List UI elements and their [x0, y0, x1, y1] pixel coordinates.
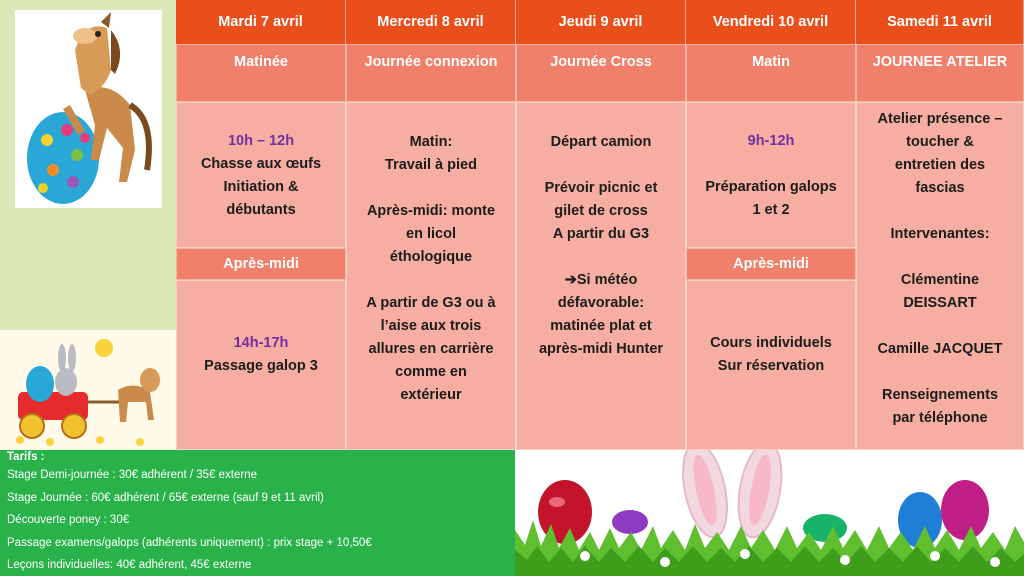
samedi-line-8: Clémentine — [900, 272, 980, 288]
samedi-line-9: DEISSART — [903, 295, 977, 311]
sub-header-jeudi: Journée Cross — [516, 44, 686, 102]
vendredi-line-1: Préparation galops — [705, 179, 837, 195]
horse-egg-illustration — [15, 10, 162, 208]
mardi-morning-cell — [176, 102, 346, 248]
sub-header-vendredi: Matin — [686, 44, 856, 102]
samedi-line-6: Intervenantes: — [890, 226, 990, 242]
tarifs-panel — [0, 450, 515, 576]
mercredi-line-9: l’aise aux trois — [380, 318, 482, 334]
day-header-vendredi: Vendredi 10 avril — [686, 0, 856, 44]
vendredi-line-2: 1 et 2 — [752, 202, 790, 218]
easter-eggs-grass-illustration — [515, 450, 1024, 576]
tarif-item: Découverte poney : 30€ — [7, 514, 130, 526]
sub-header-mercredi: Journée connexion — [346, 44, 516, 102]
mercredi-cell — [346, 102, 516, 450]
vendredi-morning-cell — [686, 102, 856, 248]
mardi-morning-time: 10h – 12h — [227, 133, 295, 149]
samedi-line-4: fascias — [915, 180, 965, 196]
jeudi-weather-text: Si météo — [576, 272, 638, 288]
samedi-line-13: Renseignements — [881, 387, 999, 403]
day-header-samedi: Samedi 11 avril — [856, 0, 1024, 44]
vendredi-afternoon-cell — [686, 280, 856, 450]
samedi-line-14: par téléphone — [892, 410, 988, 426]
bunny-cart-icon — [0, 330, 176, 450]
samedi-line-2: toucher & — [906, 134, 974, 150]
sub-header-mardi: Matinée — [176, 44, 346, 102]
mercredi-line-5: en licol — [406, 226, 456, 242]
mercredi-line-6: éthologique — [389, 249, 473, 265]
sub-header-samedi: JOURNEE ATELIER — [856, 44, 1024, 102]
jeudi-line-9: matinée plat et — [550, 318, 652, 334]
left-decor-panel — [0, 0, 176, 450]
tarif-item: Stage Demi-journée : 30€ adhérent / 35€ externe — [7, 469, 257, 481]
mardi-afternoon-band: Après-midi — [176, 248, 346, 280]
tarif-item: Leçons individuelles: 40€ adhérent, 45€ externe — [7, 559, 252, 571]
mercredi-line-2: Travail à pied — [385, 157, 477, 173]
samedi-line-3: entretien des — [894, 157, 986, 173]
tarif-item: Passage examens/galops (adhérents uniquement) : prix stage + 10,50€ — [7, 536, 372, 549]
mercredi-line-10: allures en carrière — [368, 341, 494, 357]
vendredi-morning-time: 9h-12h — [747, 133, 795, 149]
arrow-right-icon: ➔ — [564, 272, 577, 288]
vendredi-afternoon-line-1: Cours individuels — [710, 335, 832, 351]
horse-icon — [15, 10, 162, 208]
jeudi-line-5: A partir du G3 — [552, 226, 650, 242]
jeudi-line-10: après-midi Hunter — [538, 341, 664, 357]
mardi-line-2: Initiation & — [223, 179, 299, 195]
jeudi-line-3: Prévoir picnic et — [544, 180, 658, 196]
tarif-item: Stage Journée : 60€ adhérent / 65€ externe (sauf 9 et 11 avril) — [7, 491, 324, 504]
vendredi-afternoon-band: Après-midi — [686, 248, 856, 280]
vendredi-afternoon-line-2: Sur réservation — [717, 358, 825, 374]
mercredi-line-8: A partir de G3 ou à — [366, 295, 496, 311]
samedi-cell — [856, 102, 1024, 450]
samedi-line-11: Camille JACQUET — [877, 341, 1003, 357]
easter-eggs-icon — [515, 450, 1024, 576]
schedule-table — [176, 0, 1024, 450]
mercredi-line-4: Après-midi: monte — [366, 203, 496, 219]
samedi-line-1: Atelier présence – — [877, 111, 1003, 127]
mercredi-line-11: comme en — [395, 364, 467, 380]
jeudi-line-8: défavorable: — [557, 295, 645, 311]
jeudi-cell — [516, 102, 686, 450]
mardi-afternoon-time: 14h-17h — [233, 335, 289, 351]
jeudi-line-1: Départ camion — [550, 134, 652, 150]
mercredi-line-1: Matin: — [409, 134, 453, 150]
day-header-jeudi: Jeudi 9 avril — [516, 0, 686, 44]
mardi-afternoon-line: Passage galop 3 — [204, 358, 318, 374]
jeudi-arrow-line — [565, 269, 638, 292]
tarifs-title: Tarifs : — [7, 451, 45, 463]
day-header-mercredi: Mercredi 8 avril — [346, 0, 516, 44]
easter-cart-illustration — [0, 330, 176, 450]
mardi-afternoon-cell — [176, 280, 346, 450]
mardi-line-1: Chasse aux œufs — [200, 156, 322, 172]
jeudi-line-4: gilet de cross — [554, 203, 648, 219]
mercredi-line-12: extérieur — [400, 387, 462, 403]
mardi-line-3: débutants — [226, 202, 296, 218]
day-header-mardi: Mardi 7 avril — [176, 0, 346, 44]
